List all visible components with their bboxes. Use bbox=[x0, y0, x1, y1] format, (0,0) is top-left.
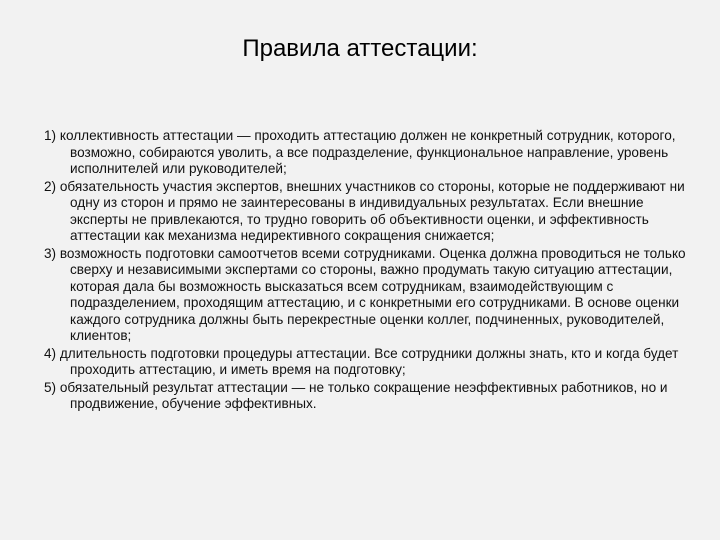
slide-title: Правила аттестации: bbox=[242, 35, 478, 62]
rule-item-1: 1) коллективность аттестации — проходить аттестацию должен не конкретный сотрудник, которого, возможно, собираются уволить, а все подразделение, функциональное направление, уровень исполнителей или руководителей; bbox=[44, 128, 676, 176]
slide-body bbox=[44, 128, 694, 414]
rule-item-3: 3) возможность подготовки самоотчетов всеми сотрудниками. Оценка должна проводиться не только сверху и независимыми экспертами со стороны, важно продумать такую ситуацию аттестации, которая дала бы возможность высказаться всем сотрудникам, взаимодействующим с подразделением, проходящим аттестацию, и с конкретными его сотрудниками. В основе оценки каждого сотрудника должны быть перекрестные оценки коллег, подчиненных, руководителей, клиентов; bbox=[44, 245, 686, 343]
rule-item-2: 2) обязательность участия экспертов, внешних участников со стороны, которые не поддерживают ни одну из сторон и прямо не заинтересованы в индивидуальных результатах. Если внешние эксперты не привлекаются, то трудно говорить об объективности оценки, и эффективность аттестации как механизма недирективного сокращения снижается; bbox=[44, 178, 685, 243]
rule-item-5: 5) обязательный результат аттестации — не только сокращение неэффективных работников, но и продвижение, обучение эффективных. bbox=[44, 379, 668, 411]
rule-item-4: 4) длительность подготовки процедуры аттестации. Все сотрудники должны знать, кто и когда будет проходить аттестацию, и иметь время на подготовку; bbox=[44, 345, 679, 377]
